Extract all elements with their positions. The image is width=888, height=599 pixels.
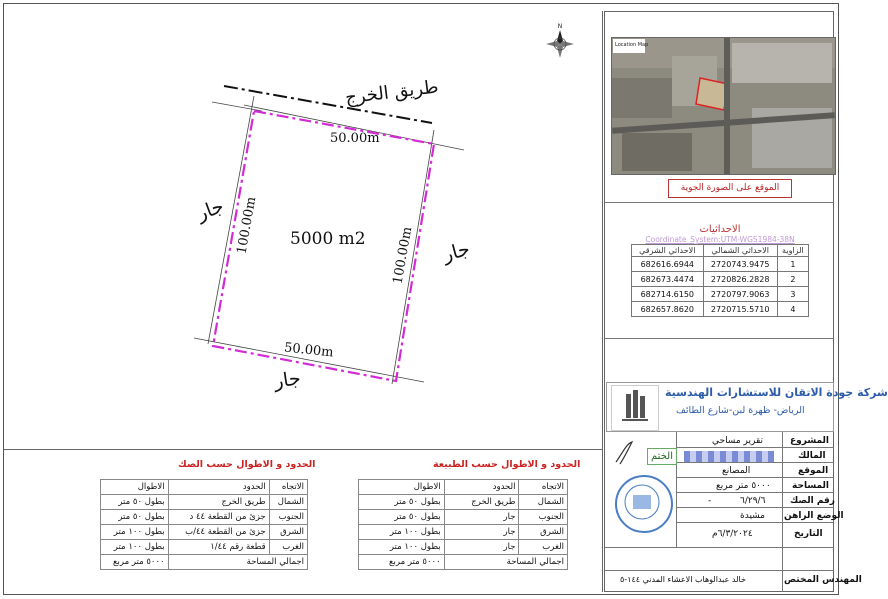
stamp-label: الختم (647, 448, 677, 465)
table-row (632, 287, 809, 302)
table-row (359, 525, 568, 540)
bottom-divider (4, 449, 602, 450)
coordinate-system: Coordinate_System:UTM-WGS1984-38N (645, 235, 795, 244)
divider (604, 202, 834, 203)
grid-line (782, 432, 783, 592)
seal-icon (617, 477, 671, 531)
cell-north: 2720715.5710 (703, 302, 777, 317)
table-total-row (101, 555, 308, 570)
nature-table (358, 479, 568, 570)
left-length-label: 100.00m (234, 195, 260, 256)
neighbor-west-label: جار (194, 195, 227, 225)
cell-total-label: اجمالي المساحة (444, 555, 567, 570)
deed-table-title: الحدود و الاطوال حسب الصك (178, 459, 316, 470)
table-row (359, 540, 568, 555)
table-header-row (359, 480, 568, 495)
company-logo (611, 385, 659, 431)
cell-boundary: جار (444, 540, 519, 555)
cell-north: 2720743.9475 (703, 257, 777, 272)
label-area: المساحة (792, 481, 829, 491)
table-row (632, 272, 809, 287)
table-row (632, 257, 809, 272)
site-plan-drawing (4, 4, 602, 448)
cell-total-value: ٥٠٠٠ متر مربع (101, 555, 169, 570)
cell-boundary: جزئ من القطعة ٤٤ د (168, 510, 269, 525)
cell-length: بطول ١٠٠ متر (101, 540, 169, 555)
cell-total-value: ٥٠٠٠ متر مربع (359, 555, 445, 570)
cell-direction: الغرب (519, 540, 568, 555)
engineering-seal (615, 475, 673, 533)
header-boundary: الحدود (444, 480, 519, 495)
cell-east: 682616.6944 (632, 257, 704, 272)
cell-boundary: طريق الخرج (168, 495, 269, 510)
header-boundary: الحدود (168, 480, 269, 495)
grid-line (604, 570, 834, 571)
grid-line (676, 522, 834, 523)
value-deed-date: ٦/٢٩/٦ (740, 496, 766, 506)
grid-line (604, 547, 834, 548)
label-date: التاريخ (794, 529, 823, 539)
table-header-row (632, 245, 809, 257)
table-header-row (101, 480, 308, 495)
label-location: الموقع (798, 466, 829, 476)
header-direction: الاتجاه (269, 480, 307, 495)
aerial-caption: الموقع على الصورة الجوية (668, 179, 792, 198)
cell-length: بطول ١٠٠ متر (101, 525, 169, 540)
cell-boundary: جار (444, 510, 519, 525)
cell-length: بطول ٥٠ متر (101, 510, 169, 525)
building-logo-icon (612, 386, 658, 430)
label-deed-no: رقم الصك (790, 496, 835, 506)
aerial-photo (611, 37, 836, 175)
coordinates-block (631, 224, 809, 317)
cell-direction: الشمال (269, 495, 307, 510)
area-label: 5000 m2 (290, 229, 366, 249)
header-length: الاطوال (359, 480, 445, 495)
value-deed-no: - (708, 496, 712, 506)
deed-table (100, 479, 308, 570)
value-engineer: خالد عبدالوهاب الاعشاء المدني ١٤٤-٥ (620, 575, 746, 584)
coordinates-title: الاحداثيات (699, 224, 741, 235)
cell-corner: 3 (777, 287, 808, 302)
company-name: شركة جودة الاتقان للاستشارات الهندسية (665, 386, 888, 399)
header-direction: الاتجاه (519, 480, 568, 495)
svg-text:Location Map: Location Map (615, 42, 649, 48)
cell-boundary: جزئ من القطعة ٤٤/ب (168, 525, 269, 540)
north-arrow-icon (546, 23, 574, 58)
cell-boundary: قطعة رقم ١/٤٤ (168, 540, 269, 555)
cell-length: بطول ٥٠ متر (101, 495, 169, 510)
grid-line (676, 447, 834, 448)
header-corner: الزاوية (777, 245, 808, 257)
grid-line (676, 507, 834, 508)
cell-corner: 1 (777, 257, 808, 272)
cell-length: بطول ١٠٠ متر (359, 525, 445, 540)
cell-direction: الجنوب (519, 510, 568, 525)
cell-boundary: طريق الخرج (444, 495, 519, 510)
cell-length: بطول ٥٠ متر (359, 495, 445, 510)
cell-north: 2720797.9063 (703, 287, 777, 302)
cell-north: 2720826.2828 (703, 272, 777, 287)
extension-line (212, 102, 262, 111)
table-total-row (359, 555, 568, 570)
label-owner: المالك (798, 451, 826, 461)
cell-direction: الشمال (519, 495, 568, 510)
cell-east: 682657.8620 (632, 302, 704, 317)
grid-line (676, 462, 834, 463)
table-row (101, 525, 308, 540)
right-length-label: 100.00m (390, 225, 416, 286)
signature-mark (614, 440, 636, 466)
cell-boundary: جار (444, 525, 519, 540)
svg-text:N: N (557, 23, 563, 30)
value-current-status: مشيدة (740, 511, 766, 521)
table-row (101, 540, 308, 555)
value-date: ٦/٣/٢٠٢٤م (712, 529, 753, 539)
cell-corner: 2 (777, 272, 808, 287)
grid-line (676, 492, 834, 493)
cell-east: 682673.4474 (632, 272, 704, 287)
neighbor-south-label: جار (272, 367, 303, 393)
header-east: الاحداثي الشرقي (632, 245, 704, 257)
value-area: ٥٠٠٠ متر مربع (716, 481, 771, 491)
value-location: المصانع (722, 466, 751, 476)
signature-icon (614, 440, 636, 466)
grid-line (676, 477, 834, 478)
cell-direction: الغرب (269, 540, 307, 555)
coordinates-table (631, 244, 809, 317)
table-row (632, 302, 809, 317)
cell-total-label: اجمالي المساحة (168, 555, 307, 570)
table-row (101, 495, 308, 510)
cell-direction: الشرق (519, 525, 568, 540)
owner-redacted (684, 451, 774, 462)
table-row (359, 495, 568, 510)
value-project: تقرير مساحي (712, 436, 764, 446)
road-label: طريق الخرج (344, 76, 440, 109)
header-north: الاحداثي الشمالي (703, 245, 777, 257)
label-project: المشروع (790, 436, 829, 446)
panel-divider (602, 11, 603, 592)
cell-east: 682714.6150 (632, 287, 704, 302)
table-row (359, 510, 568, 525)
divider (604, 338, 834, 339)
nature-table-title: الحدود و الاطوال حسب الطبيعة (433, 459, 581, 470)
cell-direction: الجنوب (269, 510, 307, 525)
header-length: الاطوال (101, 480, 169, 495)
top-length-label: 50.00m (330, 131, 380, 146)
cell-direction: الشرق (269, 525, 307, 540)
label-engineer: المهندس المختص (784, 575, 862, 585)
bottom-length-label: 50.00m (283, 340, 335, 361)
table-row (101, 510, 308, 525)
cell-length: بطول ٥٠ متر (359, 510, 445, 525)
cell-length: بطول ١٠٠ متر (359, 540, 445, 555)
aerial-image (612, 38, 835, 174)
cell-corner: 4 (777, 302, 808, 317)
neighbor-east-label: جار (440, 237, 473, 267)
label-current-status: الوضع الراهن (784, 511, 844, 521)
company-address: الرياض- ظهرة لبن-شارع الطائف (676, 405, 805, 416)
